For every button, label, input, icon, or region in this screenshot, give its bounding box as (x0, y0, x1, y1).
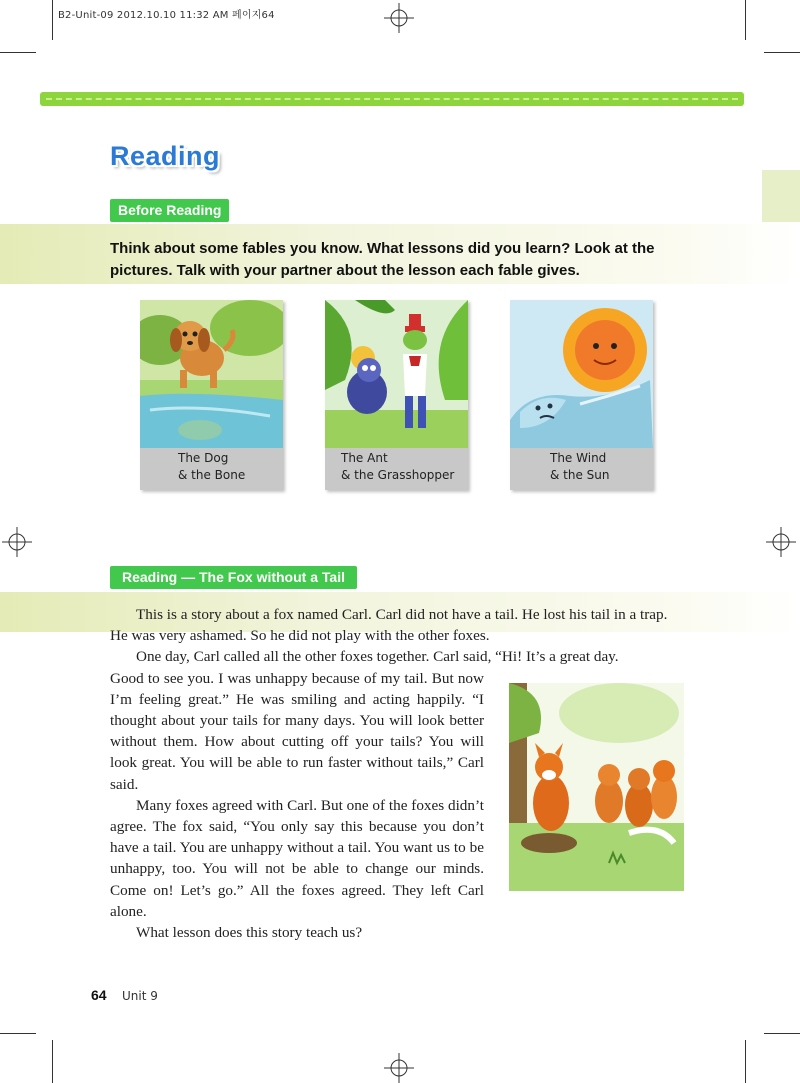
before-reading-label: Before Reading (110, 199, 229, 222)
story-paragraph: This is a story about a fox named Carl. Carl did not have a tail. He lost his tail in a trap. He was very ashamed. So he did not play with the other foxes. (110, 606, 668, 645)
fable-title-line1: The Dog (178, 451, 229, 465)
crop-mark (764, 52, 800, 53)
dog-by-water-illustration (140, 300, 283, 448)
page-heading: Reading (110, 141, 221, 171)
wind-and-sun-illustration (510, 300, 653, 448)
crop-mark (0, 1033, 36, 1034)
fable-title-line2: & the Sun (550, 468, 610, 482)
before-reading-prompt: Think about some fables you know. What lessons did you learn? Look at the pictures. Talk with your partner about the lesson each fable gives. (110, 240, 655, 279)
fable-caption (325, 450, 468, 490)
side-tab (762, 170, 800, 222)
registration-mark-icon (384, 3, 414, 33)
unit-label: Unit 9 (122, 989, 158, 1003)
page-number: 64 (91, 987, 107, 1003)
crop-mark (0, 52, 36, 53)
fable-caption (510, 450, 653, 490)
crop-mark (745, 1040, 746, 1083)
fable-caption (140, 450, 283, 490)
story-paragraph: What lesson does this story teach us? (136, 924, 363, 942)
crop-mark (764, 1033, 800, 1034)
fable-title-line1: The Ant (341, 451, 388, 465)
top-green-band (40, 92, 744, 106)
fable-title-line2: & the Grasshopper (341, 468, 455, 482)
story-paragraph: Many foxes agreed with Carl. But one of the foxes didn’t agree. The fox said, “You only say this because you don’t have a tail. You are unhappy without a tail. You want us to be unhappy, too. You will not be able to change our minds. Come on! Let’s go.” All the foxes agreed. They left Carl alone. (110, 796, 484, 920)
registration-mark-icon (2, 527, 32, 557)
fable-title-line1: The Wind (550, 451, 607, 465)
crop-mark (52, 0, 53, 40)
fable-card-wind (510, 300, 653, 490)
story-paragraph: Good to see you. I was unhappy because of my tail. But now I’m feeling great.” He was smiling and acting happily. “I thought about your tails for many days. You will look better without them. How about cutting off your tails? You will look great. You will be able to run faster without tails,” Carl said. (110, 669, 484, 793)
printer-slug: B2-Unit-09 2012.10.10 11:32 AM 페이지64 (58, 10, 275, 21)
reading-section-label: Reading — The Fox without a Tail (110, 566, 357, 589)
crop-mark (52, 1040, 53, 1083)
foxes-illustration (509, 683, 684, 891)
fable-title-line2: & the Bone (178, 468, 246, 482)
registration-mark-icon (766, 527, 796, 557)
story-paragraph: One day, Carl called all the other foxes together. Carl said, “Hi! It’s a great day. (136, 648, 619, 666)
crop-mark (745, 0, 746, 40)
fable-card-ant (325, 300, 468, 490)
ant-and-grasshopper-illustration (325, 300, 468, 448)
fable-card-dog (140, 300, 283, 490)
registration-mark-icon (384, 1053, 414, 1083)
